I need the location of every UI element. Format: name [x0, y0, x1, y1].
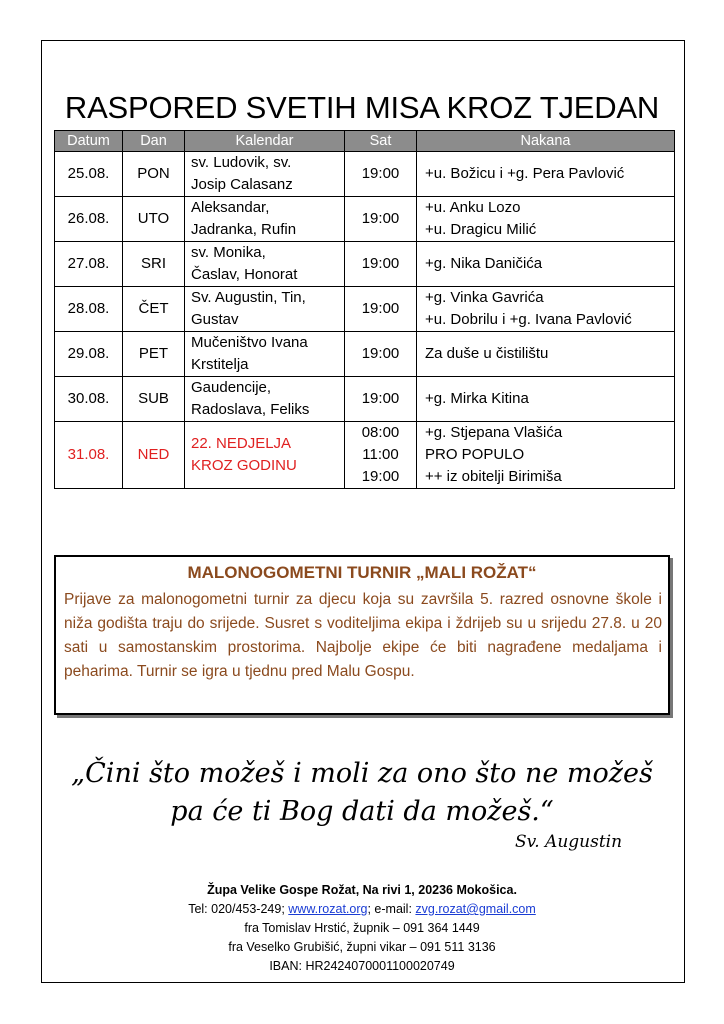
- cell-intention: [417, 422, 675, 489]
- cell-calendar-line: Radoslava, Feliks: [191, 401, 310, 418]
- cell-time: [345, 377, 417, 422]
- cell-date: 29.08.: [55, 332, 123, 377]
- cell-intention: [417, 377, 675, 422]
- parish-address: Župa Velike Gospe Rožat, Na rivi 1, 20236 Mokošica.: [207, 883, 517, 897]
- cell-time: [345, 242, 417, 287]
- cell-time-line: 19:00: [361, 390, 400, 407]
- cell-calendar-line: KROZ GODINU: [191, 457, 297, 474]
- quote-line-2: pa će ti Bog dati da možeš.“: [170, 796, 554, 827]
- cell-time: [345, 152, 417, 197]
- page-title: RASPORED SVETIH MISA KROZ TJEDAN: [64, 90, 660, 125]
- vicar-contact: fra Veselko Grubišić, župni vikar – 091 511 3136: [228, 940, 496, 954]
- email-link[interactable]: zvg.rozat@gmail.com: [415, 902, 536, 916]
- cell-calendar-line: Jadranka, Rufin: [191, 221, 297, 238]
- cell-intention: [417, 152, 675, 197]
- cell-time-line: 19:00: [361, 210, 400, 227]
- cell-date: 31.08.: [55, 422, 123, 489]
- cell-intention-line: +g. Mirka Kitina: [425, 390, 529, 407]
- cell-calendar: [185, 287, 345, 332]
- cell-intention-line: +u. Dobrilu i +g. Ivana Pavlović: [425, 311, 632, 328]
- cell-day: PON: [123, 152, 185, 197]
- pastor-contact: fra Tomislav Hrstić, župnik – 091 364 1449: [244, 921, 480, 935]
- cell-day: NED: [123, 422, 185, 489]
- contact-line: [0, 900, 724, 919]
- table-row: [55, 287, 675, 332]
- cell-time: [345, 287, 417, 332]
- cell-calendar-line: Gaudencije,: [191, 379, 272, 396]
- cell-day: ČET: [123, 287, 185, 332]
- cell-intention: [417, 197, 675, 242]
- cell-calendar-line: sv. Monika,: [191, 244, 266, 261]
- cell-calendar: [185, 197, 345, 242]
- notice-text: Prijave za malonogometni turnir za djecu koja su završila 5. razred osnovne škole i niža godišta traju do srijede. Susret s voditeljima ekipa i ždrijeb su u srijedu 27.8. u 20 sati u samostanskim prostorima. Najbolje ekipe će biti nagrađene medaljama i peharima. Turnir se igra u tjednu pred Malu Gospu.: [64, 591, 662, 680]
- iban: IBAN: HR2424070001100020749: [269, 959, 455, 973]
- cell-time-line: 08:00: [361, 424, 400, 441]
- cell-calendar-line: Aleksandar,: [191, 199, 270, 216]
- cell-calendar-line: Sv. Augustin, Tin,: [191, 289, 306, 306]
- header-time: Sat: [345, 131, 417, 152]
- cell-intention-line: +g. Nika Daničića: [425, 255, 543, 272]
- cell-date: 30.08.: [55, 377, 123, 422]
- table-row: [55, 377, 675, 422]
- cell-intention-line: +u. Anku Lozo: [425, 199, 521, 216]
- cell-calendar-line: Časlav, Honorat: [191, 266, 298, 283]
- cell-time-line: 19:00: [361, 468, 400, 485]
- cell-time: [345, 197, 417, 242]
- quote-line-1: „Čini što možeš i moli za ono što ne možeš: [71, 758, 653, 789]
- table-row: [55, 422, 675, 489]
- cell-calendar: [185, 332, 345, 377]
- cell-calendar-line: Gustav: [191, 311, 239, 328]
- cell-intention: [417, 332, 675, 377]
- cell-intention-line: +u. Božicu i +g. Pera Pavlović: [425, 165, 625, 182]
- cell-date: 26.08.: [55, 197, 123, 242]
- table-row: [55, 197, 675, 242]
- cell-calendar-line: Josip Calasanz: [191, 176, 293, 193]
- cell-time-line: 19:00: [361, 255, 400, 272]
- cell-time-line: 11:00: [362, 446, 399, 463]
- cell-day: PET: [123, 332, 185, 377]
- cell-intention: [417, 242, 675, 287]
- cell-calendar-line: 22. NEDJELJA: [191, 435, 292, 452]
- cell-intention-line: PRO POPULO: [425, 446, 525, 463]
- quote-author: Sv. Augustin: [515, 832, 623, 852]
- cell-day: SUB: [123, 377, 185, 422]
- cell-day: SRI: [123, 242, 185, 287]
- cell-date: 25.08.: [55, 152, 123, 197]
- cell-intention-line: +u. Dragicu Milić: [425, 221, 537, 238]
- tournament-notice: [54, 555, 670, 715]
- table-row: [55, 332, 675, 377]
- cell-date: 27.08.: [55, 242, 123, 287]
- website-link[interactable]: www.rozat.org: [288, 902, 368, 916]
- mass-schedule-table: [54, 130, 675, 489]
- cell-calendar: [185, 242, 345, 287]
- table-row: [55, 152, 675, 197]
- cell-time-line: 19:00: [361, 300, 400, 317]
- cell-calendar-line: sv. Ludovik, sv.: [191, 154, 292, 171]
- cell-intention-line: ++ iz obitelji Birimiša: [425, 468, 562, 485]
- cell-calendar-line: Mučeništvo Ivana: [191, 334, 308, 351]
- cell-intention: [417, 287, 675, 332]
- cell-calendar-line: Krstitelja: [191, 356, 249, 373]
- cell-day: UTO: [123, 197, 185, 242]
- cell-time: [345, 422, 417, 489]
- footer: [0, 881, 724, 976]
- cell-calendar: [185, 152, 345, 197]
- header-day: Dan: [123, 131, 185, 152]
- cell-intention-line: +g. Stjepana Vlašića: [425, 424, 563, 441]
- cell-calendar: [185, 422, 345, 489]
- notice-title: MALONOGOMETNI TURNIR „MALI ROŽAT“: [187, 563, 537, 582]
- email-label: ; e-mail:: [367, 902, 416, 916]
- table-row: [55, 242, 675, 287]
- quote: [0, 755, 724, 831]
- header-calendar: Kalendar: [185, 131, 345, 152]
- table-header-row: [55, 131, 675, 152]
- cell-intention-line: +g. Vinka Gavrića: [425, 289, 544, 306]
- cell-date: 28.08.: [55, 287, 123, 332]
- cell-time-line: 19:00: [361, 165, 400, 182]
- header-date: Datum: [55, 131, 123, 152]
- cell-time-line: 19:00: [361, 345, 400, 362]
- cell-calendar: [185, 377, 345, 422]
- header-intention: Nakana: [417, 131, 675, 152]
- cell-time: [345, 332, 417, 377]
- cell-intention-line: Za duše u čistilištu: [425, 345, 549, 362]
- phone-text: Tel: 020/453-249;: [188, 902, 289, 916]
